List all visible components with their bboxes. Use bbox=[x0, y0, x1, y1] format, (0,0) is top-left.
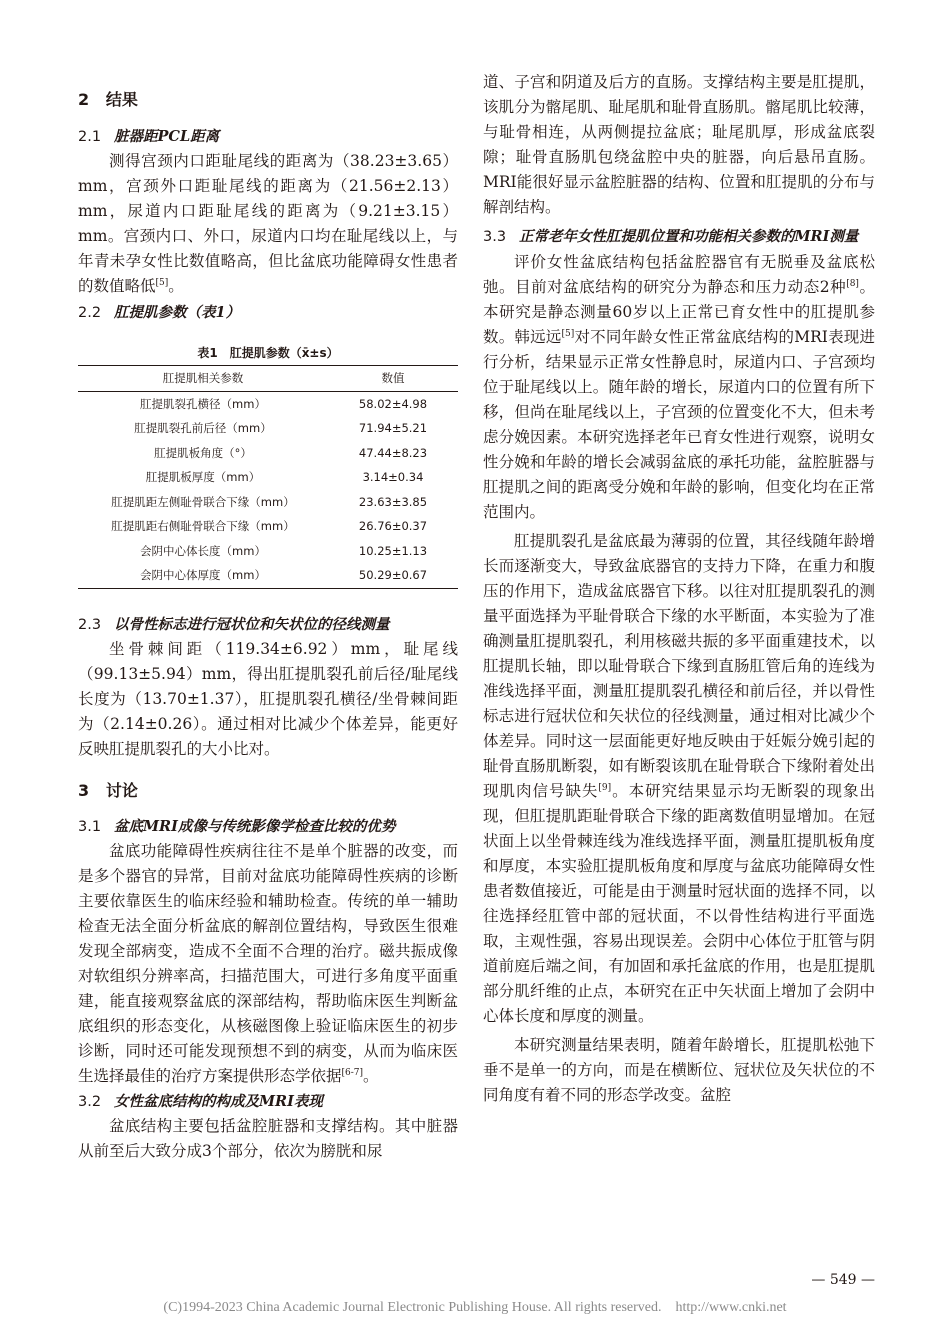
paragraph-2-1 bbox=[78, 149, 458, 299]
cell-parameter: 肛提肌裂孔横径（mm） bbox=[140, 396, 266, 411]
cell-value: 50.29±0.67 bbox=[358, 568, 428, 583]
paragraph-3-2-start: 盆底结构主要包括盆腔脏器和支撑结构。其中脏器从前至后大致分成3个部分，依次为膀胱和尿 bbox=[78, 1116, 458, 1160]
header-value: 数值 bbox=[381, 371, 405, 386]
text: 。 bbox=[363, 1066, 379, 1085]
subsection-number: 2.2 bbox=[78, 305, 102, 321]
paragraph-3-2-continued: 道、子宫和阴道及后方的直肠。支撑结构主要是肛提肌，该肌分为髂尾肌、耻尾肌和耻骨直肠肌。髂尾肌比较薄，与耻骨相连，从两侧提拉盆底；耻尾肌厚，形成盆底裂隙；耻骨直肠肌包绕盆腔中央的脏器，向后悬吊直肠。MRI能很好显示盆腔脏器的结构、位置和肛提肌的分布与解剖结构。 bbox=[483, 73, 875, 216]
text: 盆底功能障碍性疾病往往不是单个脏器的改变，而是多个器官的异常，目前对盆底功能障碍性疾病的诊断主要依靠医生的临床经验和辅助检查。传统的单一辅助检查无法全面分析盆底的解剖位置结构，导致医生很难发现全部病变，造成不全面不合理的治疗。磁共振成像对软组织分辨率高，扫描范围大，可进行多角度平面重建，能直接观察盆底的深部结构，帮助临床医生判断盆底组织的形态变化，从核磁图像上验证临床医生的初步诊断，同时还可能发现预想不到的病变，从而为临床医生选择最佳的治疗方案提供形态学依据 bbox=[78, 841, 458, 1085]
cell-value: 26.76±0.37 bbox=[358, 519, 428, 534]
section-3-heading bbox=[78, 778, 458, 803]
text: 。本研究结果显示均无断裂的现象出现，但肛提肌距耻骨联合下缘的距离数值明显增加。在冠状面上以坐骨棘连线为准线选择平面，测量肛提肌板角度和厚度，本实验肛提肌板角度和厚度与盆底功能障碍女性患者数值接近，可能是由于测量时冠状面的选择不同，以往选择经肛管中部的冠状面，不以骨性结构进行平面选取，主观性强，容易出现误差。会阴中心体位于肛管与阴道前庭后端之间，有加固和承托盆底的作用，也是肛提肌部分肌纤维的止点，本研究在正中矢状面上增加了会阴中心体长度和厚度的测量。 bbox=[483, 782, 875, 1025]
subsection-title: 以骨性标志进行冠状位和矢状位的径线测量 bbox=[114, 615, 390, 633]
section-number: 3 bbox=[78, 780, 90, 800]
section-title: 结果 bbox=[105, 90, 138, 109]
subsection-number: 3.1 bbox=[78, 818, 102, 835]
subsection-3-2-heading bbox=[78, 1090, 458, 1114]
left-column bbox=[78, 70, 458, 1164]
table-row bbox=[78, 539, 458, 564]
copyright-footer: (C)1994-2023 China Academic Journal Electronic Publishing House. All rights reserved. http://www.cnki.net bbox=[163, 1300, 787, 1315]
citation: [6-7] bbox=[341, 1067, 364, 1078]
subsection-title: 女性盆底结构的构成及MRI表现 bbox=[114, 1092, 323, 1110]
subsection-number: 2.1 bbox=[78, 129, 102, 145]
cell-parameter: 肛提肌板厚度（mm） bbox=[145, 470, 261, 485]
cell-value: 47.44±8.23 bbox=[358, 445, 428, 460]
text: 评价女性盆底结构包括盆腔器官有无脱垂及盆底松弛。目前对盆底结构的研究分为静态和压力动态2种 bbox=[483, 253, 875, 296]
text: 。 bbox=[168, 277, 184, 295]
cell-value: 10.25±1.13 bbox=[358, 543, 428, 558]
subsection-number: 3.3 bbox=[483, 229, 507, 245]
table-header-row bbox=[78, 366, 458, 392]
paragraph-3-3-b bbox=[483, 529, 875, 1029]
table-row bbox=[78, 441, 458, 466]
table-row bbox=[78, 465, 458, 490]
citation: [5] bbox=[561, 328, 575, 339]
table-row bbox=[78, 563, 458, 588]
right-column bbox=[483, 70, 875, 1108]
paragraph-3-3-c: 本研究测量结果表明，随着年龄增长，肛提肌松弛下垂不是单一的方向，而是在横断位、冠状位及矢状位的不同角度有着不同的形态学改变。盆腔 bbox=[483, 1036, 875, 1104]
subsection-title: 盆底MRI成像与传统影像学检查比较的优势 bbox=[114, 817, 396, 835]
subsection-2-1-heading bbox=[78, 125, 458, 149]
text: 。本研究是静态测量60岁以上正常已育女性中的肛提肌参数。韩远远 bbox=[483, 278, 875, 346]
citation: [9] bbox=[598, 782, 612, 793]
cell-parameter: 肛提肌裂孔前后径（mm） bbox=[134, 421, 272, 436]
text: 肛提肌裂孔是盆底最为薄弱的位置，其径线随年龄增长而逐渐变大，导致盆底器官的支持力下降，在重力和腹压的作用下，造成盆底器官下移。以往对肛提肌裂孔的测量平面选择为平耻骨联合下缘的水平断面，本实验为了准确测量肛提肌裂孔，利用核磁共振的多平面重建技术，以肛提肌长轴，即以耻骨联合下缘到直肠肛管后角的连线为准线选择平面，测量肛提肌裂孔横径和前后径，并以骨性标志进行冠状位和矢状位的径线测量，通过相对比减少个体差异。同时这一层面能更好地反映由于妊娠分娩引起的耻骨直肠肌断裂，如有断裂该肌在耻骨联合下缘附着处出现肌肉信号缺失 bbox=[483, 532, 875, 800]
cell-value: 71.94±5.21 bbox=[358, 421, 428, 436]
text: 测得宫颈内口距耻尾线的距离为（38.23±3.65）mm，宫颈外口距耻尾线的距离为（21.56±2.13）mm，尿道内口距耻尾线的距离为（9.21±3.15）mm。宫颈内口、外口，尿道内口均在耻尾线以上，与年青未孕女性比数值略高，但比盆底功能障碍女性患者的数值略低 bbox=[78, 152, 458, 295]
header-parameter: 肛提肌相关参数 bbox=[162, 371, 244, 386]
paragraph-3-1 bbox=[78, 839, 458, 1089]
paragraph-2-3: 坐骨棘间距（119.34±6.92）mm，耻尾线（99.13±5.94）mm，得出肛提肌裂孔前后径/耻尾线长度为（13.70±1.37），肛提肌裂孔横径/坐骨棘间距为（2.14±0.26）。通过相对比减少个体差异，能更好反映肛提肌裂孔的大小比对。 bbox=[78, 639, 458, 758]
subsection-2-3-heading bbox=[78, 613, 458, 637]
table-caption: 表1 肛提肌参数（x̄±s） bbox=[197, 346, 339, 360]
subsection-title: 正常老年女性肛提肌位置和功能相关参数的MRI测量 bbox=[519, 228, 859, 245]
subsection-number: 2.3 bbox=[78, 616, 102, 633]
subsection-2-2-heading bbox=[78, 301, 458, 325]
table-row bbox=[78, 514, 458, 539]
cell-parameter: 会阴中心体厚度（mm） bbox=[140, 568, 266, 583]
cell-value: 23.63±3.85 bbox=[358, 494, 428, 509]
citation: [8] bbox=[846, 278, 859, 289]
cell-value: 58.02±4.98 bbox=[358, 396, 428, 411]
subsection-3-1-heading bbox=[78, 815, 458, 839]
table-row bbox=[78, 416, 458, 441]
section-2-heading bbox=[78, 87, 458, 112]
levator-ani-table bbox=[78, 365, 458, 589]
paragraph-3-3-a bbox=[483, 250, 875, 525]
cell-value: 3.14±0.34 bbox=[362, 470, 424, 485]
table-row bbox=[78, 490, 458, 515]
cell-parameter: 肛提肌距左侧耻骨联合下缘（mm） bbox=[111, 494, 295, 509]
section-title: 讨论 bbox=[105, 780, 138, 800]
cell-parameter: 肛提肌距右侧耻骨联合下缘（mm） bbox=[111, 519, 295, 534]
subsection-title: 肛提肌参数（表1） bbox=[114, 304, 241, 321]
cell-parameter: 会阴中心体长度（mm） bbox=[140, 543, 266, 558]
subsection-3-3-heading bbox=[483, 224, 875, 250]
citation: [5] bbox=[155, 277, 169, 288]
section-number: 2 bbox=[78, 90, 90, 109]
table-row bbox=[78, 391, 458, 416]
cell-parameter: 肛提肌板角度（°） bbox=[154, 445, 252, 460]
subsection-number: 3.2 bbox=[78, 1093, 102, 1110]
subsection-title: 脏器距PCL距离 bbox=[114, 128, 220, 145]
text: 对不同年龄女性正常盆底结构的MRI表现进行分析，结果显示正常女性静息时，尿道内口、子宫颈均位于耻尾线以上。随年龄的增长，尿道内口的位置有所下移，但尚在耻尾线以上，子宫颈的位置变化不大，但未考虑分娩因素。本研究选择老年已育女性进行观察，说明女性分娩和年龄的增长会减弱盆底的承托功能，盆腔脏器与肛提肌之间的距离受分娩和年龄的影响，但变化均在正常范围内。 bbox=[483, 328, 875, 521]
page-number: — 549 — bbox=[811, 1272, 875, 1288]
